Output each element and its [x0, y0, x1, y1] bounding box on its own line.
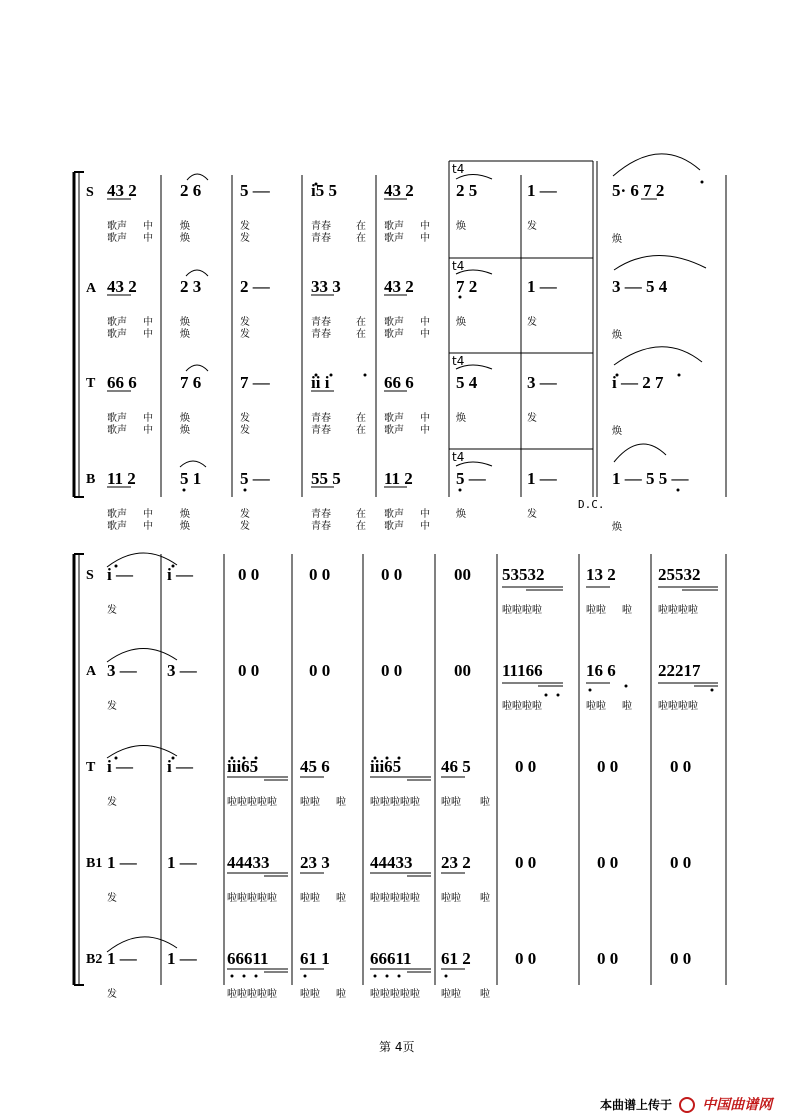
part-label-s: S [86, 185, 94, 200]
s1-alto-measure-3: 2 — [240, 277, 270, 296]
volta-marker: t4 [452, 259, 465, 273]
s2-alto-measure-9: 22217 [658, 661, 701, 680]
lyric: 发 [240, 413, 250, 424]
s1-tenor-measure-1: 66 6 [107, 373, 137, 392]
lyric: 青春 [311, 425, 331, 436]
s2-bass2-measure-5: 66611 [370, 949, 412, 968]
s1-bass-measure-8: 1 — 5 5 — [612, 469, 689, 488]
s2-bass1-measure-4: 23 3 [300, 853, 330, 872]
lyric: 中 [143, 509, 153, 520]
lyric: 中 [420, 521, 430, 532]
s2-soprano-measure-1: i — [107, 565, 133, 584]
lyric: 在 [356, 221, 366, 232]
s2-soprano-measure-8: 13 2 [586, 565, 616, 584]
s1-soprano-measure-6: 2 5 [456, 181, 478, 200]
s2-soprano-measure-6: 00 [454, 565, 471, 584]
lyric: 中 [420, 317, 430, 328]
s2-bass1-measure-3: 44433 [227, 853, 270, 872]
s1-tenor-measure-5: 66 6 [384, 373, 414, 392]
s1-bass-measure-4: 55 5 [311, 469, 341, 488]
lyric: 歌声 [384, 221, 404, 232]
lyric: 啦啦啦啦啦 [370, 989, 420, 1000]
lyric: 青春 [311, 521, 331, 532]
s1-alto-measure-1: 43 2 [107, 277, 137, 296]
lyric: 中 [420, 425, 430, 436]
s1-alto-measure-5: 43 2 [384, 277, 414, 296]
lyric: 中 [420, 329, 430, 340]
lyric: 青春 [311, 221, 331, 232]
s1-bass-measure-7: 1 — [527, 469, 557, 488]
lyric: 啦啦啦啦 [658, 605, 698, 616]
lyric: 啦啦 [441, 797, 461, 808]
lyric: 发 [240, 521, 250, 532]
s2-bass2-measure-2: 1 — [167, 949, 197, 968]
lyric: 焕 [612, 330, 622, 341]
s1-tenor-measure-6: 5 4 [456, 373, 478, 392]
lyric: 焕 [180, 221, 190, 232]
lyric: 焕 [180, 413, 190, 424]
lyric: 啦 [622, 701, 632, 712]
s1-tenor-measure-3: 7 — [240, 373, 270, 392]
s1-bass-measure-1: 11 2 [107, 469, 136, 488]
lyric: 啦啦啦啦啦 [227, 989, 277, 1000]
lyric: 焕 [612, 234, 622, 245]
lyric: 发 [107, 893, 117, 904]
s2-bass2-measure-4: 61 1 [300, 949, 330, 968]
lyric: 青春 [311, 509, 331, 520]
da-capo-mark: D.C. [578, 498, 605, 511]
lyric: 发 [107, 797, 117, 808]
lyric: 啦 [480, 989, 490, 1000]
s2-soprano-measure-3: 0 0 [238, 565, 260, 584]
lyric: 发 [107, 605, 117, 616]
s2-bass1-measure-7: 0 0 [515, 853, 537, 872]
volta-marker: t4 [452, 354, 465, 368]
lyric: 焕 [180, 317, 190, 328]
s2-alto-measure-5: 0 0 [381, 661, 403, 680]
lyric: 歌声 [384, 329, 404, 340]
lyric: 歌声 [107, 413, 127, 424]
s1-soprano-measure-1: 43 2 [107, 181, 137, 200]
lyric: 歌声 [107, 329, 127, 340]
s1-alto-measure-8: 3 — 5 4 [612, 277, 668, 296]
s1-tenor-measure-7: 3 — [527, 373, 557, 392]
lyric: 焕 [612, 522, 622, 533]
part-label-a: A [86, 664, 97, 679]
lyric: 啦啦啦啦 [502, 701, 542, 712]
lyric: 焕 [180, 521, 190, 532]
lyric: 歌声 [107, 233, 127, 244]
s1-bass-measure-3: 5 — [240, 469, 270, 488]
lyric: 啦啦 [441, 893, 461, 904]
lyric: 中 [143, 329, 153, 340]
lyric: 发 [527, 317, 537, 328]
s2-tenor-measure-7: 0 0 [515, 757, 537, 776]
lyric: 中 [420, 221, 430, 232]
s2-bass1-measure-1: 1 — [107, 853, 137, 872]
lyric: 焕 [612, 426, 622, 437]
s2-soprano-measure-5: 0 0 [381, 565, 403, 584]
lyric: 啦啦 [300, 893, 320, 904]
lyric: 在 [356, 233, 366, 244]
footer-text: 本曲谱上传于 [600, 1098, 673, 1112]
lyric: 啦啦啦啦 [658, 701, 698, 712]
s1-bass-measure-6: 5 — [456, 469, 486, 488]
s1-bass-measure-2: 5 1 [180, 469, 202, 488]
s2-soprano-measure-7: 53532 [502, 565, 545, 584]
lyric: 歌声 [384, 521, 404, 532]
s2-bass2-measure-8: 0 0 [597, 949, 619, 968]
s1-soprano-measure-7: 1 — [527, 181, 557, 200]
lyric: 焕 [180, 509, 190, 520]
s1-soprano-measure-5: 43 2 [384, 181, 414, 200]
s1-tenor-measure-4: ii i [311, 373, 330, 392]
lyric: 啦 [336, 989, 346, 1000]
lyric: 啦 [622, 605, 632, 616]
s2-tenor-measure-5: iii65 [370, 757, 402, 776]
lyric: 啦啦啦啦啦 [227, 797, 277, 808]
lyric: 中 [143, 425, 153, 436]
part-label-a: A [86, 281, 97, 296]
lyric: 青春 [311, 329, 331, 340]
s2-bass1-measure-8: 0 0 [597, 853, 619, 872]
lyric: 焕 [456, 413, 466, 424]
s2-alto-measure-3: 0 0 [238, 661, 260, 680]
s2-alto-measure-8: 16 6 [586, 661, 616, 680]
s2-bass1-measure-5: 44433 [370, 853, 413, 872]
lyric: 歌声 [384, 317, 404, 328]
lyric: 歌声 [107, 425, 127, 436]
s1-alto-measure-4: 33 3 [311, 277, 341, 296]
s1-bass-measure-5: 11 2 [384, 469, 413, 488]
lyric: 青春 [311, 233, 331, 244]
lyric: 发 [527, 221, 537, 232]
lyric: 啦 [480, 797, 490, 808]
lyric: 啦 [336, 797, 346, 808]
s2-alto-measure-1: 3 — [107, 661, 137, 680]
s2-bass2-measure-1: 1 — [107, 949, 137, 968]
part-label-b1: B1 [86, 856, 103, 871]
lyric: 歌声 [384, 413, 404, 424]
lyric: 焕 [180, 329, 190, 340]
volta-marker: t4 [452, 450, 465, 464]
s2-bass2-measure-3: 66611 [227, 949, 269, 968]
lyric: 中 [420, 233, 430, 244]
lyric: 焕 [456, 509, 466, 520]
lyric: 中 [143, 233, 153, 244]
lyric: 发 [527, 509, 537, 520]
lyric: 中 [143, 413, 153, 424]
s2-tenor-measure-1: i — [107, 757, 133, 776]
lyric: 中 [143, 317, 153, 328]
lyric: 啦啦 [586, 605, 606, 616]
s2-bass2-measure-7: 0 0 [515, 949, 537, 968]
lyric: 啦啦 [300, 797, 320, 808]
s2-bass1-measure-2: 1 — [167, 853, 197, 872]
lyric: 啦 [336, 893, 346, 904]
s2-tenor-measure-4: 45 6 [300, 757, 330, 776]
s1-tenor-measure-2: 7 6 [180, 373, 202, 392]
lyric: 啦 [480, 893, 490, 904]
brand-logo-icon [679, 1097, 695, 1113]
s2-bass1-measure-6: 23 2 [441, 853, 471, 872]
lyric: 在 [356, 317, 366, 328]
s1-soprano-measure-2: 2 6 [180, 181, 202, 200]
lyric: 啦啦啦啦啦 [370, 797, 420, 808]
lyric: 歌声 [107, 509, 127, 520]
lyric: 在 [356, 329, 366, 340]
lyric: 歌声 [107, 221, 127, 232]
site-brand[interactable]: 中国曲谱网 [702, 1097, 773, 1113]
s2-alto-measure-6: 00 [454, 661, 471, 680]
lyric: 发 [107, 989, 117, 1000]
s2-bass2-measure-9: 0 0 [670, 949, 692, 968]
lyric: 啦啦啦啦 [502, 605, 542, 616]
lyric: 啦啦啦啦啦 [370, 893, 420, 904]
s1-alto-measure-2: 2 3 [180, 277, 202, 296]
part-label-t: T [86, 376, 96, 391]
s2-soprano-measure-9: 25532 [658, 565, 701, 584]
part-label-s: S [86, 568, 94, 583]
lyric: 焕 [180, 425, 190, 436]
s2-soprano-measure-2: i — [167, 565, 193, 584]
s1-alto-measure-6: 7 2 [456, 277, 478, 296]
lyric: 啦啦啦啦啦 [227, 893, 277, 904]
s2-soprano-measure-4: 0 0 [309, 565, 331, 584]
part-label-b2: B2 [86, 952, 103, 967]
lyric: 啦啦 [300, 989, 320, 1000]
lyric: 歌声 [107, 521, 127, 532]
lyric: 发 [240, 221, 250, 232]
lyric: 在 [356, 425, 366, 436]
lyric: 青春 [311, 317, 331, 328]
lyric: 中 [143, 221, 153, 232]
s2-tenor-measure-2: i — [167, 757, 193, 776]
part-label-t: T [86, 760, 96, 775]
lyric: 在 [356, 509, 366, 520]
lyric: 发 [240, 425, 250, 436]
footer [600, 1094, 772, 1114]
lyric: 焕 [456, 317, 466, 328]
lyric: 在 [356, 521, 366, 532]
lyric: 青春 [311, 413, 331, 424]
lyric: 歌声 [384, 233, 404, 244]
lyric: 中 [420, 509, 430, 520]
part-label-b: B [86, 472, 96, 487]
s1-soprano-measure-4: i5 5 [311, 181, 337, 200]
lyric: 发 [240, 509, 250, 520]
s2-bass2-measure-6: 61 2 [441, 949, 471, 968]
lyric: 发 [107, 701, 117, 712]
s1-tenor-measure-8: i — 2 7 [612, 373, 664, 392]
s2-tenor-measure-3: iii65 [227, 757, 259, 776]
lyric: 歌声 [384, 425, 404, 436]
lyric: 啦啦 [586, 701, 606, 712]
lyric: 焕 [456, 221, 466, 232]
lyric: 发 [240, 233, 250, 244]
page-number: 第 4页 [379, 1040, 415, 1054]
lyric: 发 [240, 329, 250, 340]
s1-alto-measure-7: 1 — [527, 277, 557, 296]
s2-tenor-measure-6: 46 5 [441, 757, 471, 776]
lyric: 发 [527, 413, 537, 424]
volta-marker: t4 [452, 162, 465, 176]
s2-alto-measure-7: 11166 [502, 661, 543, 680]
s2-alto-measure-2: 3 — [167, 661, 197, 680]
lyric: 中 [143, 521, 153, 532]
s2-tenor-measure-8: 0 0 [597, 757, 619, 776]
lyric: 焕 [180, 233, 190, 244]
lyric: 中 [420, 413, 430, 424]
lyric: 在 [356, 413, 366, 424]
lyric: 啦啦 [441, 989, 461, 1000]
s2-alto-measure-4: 0 0 [309, 661, 331, 680]
s1-soprano-measure-8: 5· 6 7 2 [612, 181, 665, 200]
lyric: 歌声 [384, 509, 404, 520]
lyric: 发 [240, 317, 250, 328]
s2-bass1-measure-9: 0 0 [670, 853, 692, 872]
lyric: 歌声 [107, 317, 127, 328]
s1-soprano-measure-3: 5 — [240, 181, 270, 200]
s2-tenor-measure-9: 0 0 [670, 757, 692, 776]
